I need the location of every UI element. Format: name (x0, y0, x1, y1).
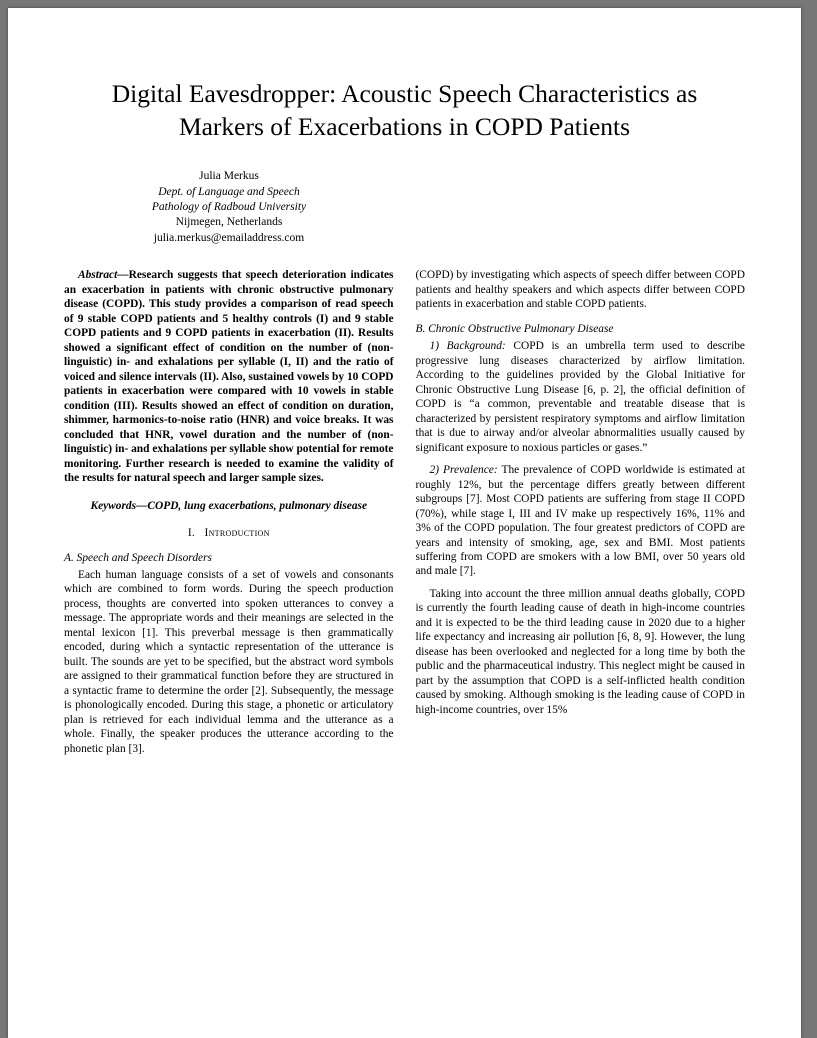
page-title: Digital Eavesdropper: Acoustic Speech Characteristics as Markers of Exacerbations in COPD Patients (111, 79, 698, 141)
paragraph-b-2 (416, 463, 746, 579)
author-affiliation-line1: Dept. of Language and Speech (158, 185, 300, 198)
section-title: Introduction (204, 527, 270, 540)
paragraph-b-2-lead: 2) Prevalence: (429, 464, 498, 477)
abstract-text: Research suggests that speech deterioration indicates an exacerbation in patients with chronic obstructive pulmonary disease (COPD). This study provides a comparison of read speech of 9 stable COPD patients and 5 healthy controls (I) and 9 stable COPD patients and 9 COPD patients in exacerbation (II). Results showed a significant effect of condition on the number of (non-linguistic) in- and exhalations per syllable (I, II) and the ratio of voiced and silence intervals (II). Also, sustained vowels by 10 COPD patients in exacerbation were compared with 10 vowels in stable condition (III). Results showed an effect of condition on duration, shimmer, harmonics-to-noise ratio (HNR) and voice breaks. It was concluded that HNR, vowel duration and the number of (non-linguistic) in- and exhalations per syllable show potential for remote monitoring. Further research is needed to examine the validity of the results for natural speech and larger sample sizes. (64, 269, 394, 485)
author-email: julia.merkus@emailaddress.com (153, 231, 305, 244)
author-affiliation-line2: Pathology of Radboud University (151, 201, 307, 214)
author-name: Julia Merkus (199, 170, 259, 183)
paragraph-b-1 (416, 339, 746, 455)
paragraph-b-2-text: The prevalence of COPD worldwide is estimated at roughly 12%, but the percentage differs greatly between different subgroups [7]. Most COPD patients are suffering from stage II COPD (70%), while stage I, III and IV make up respectively 16%, 11% and 3% of the COPD population. The four greatest predictors of COPD are years and intensity of smoking, age, sex and BMI. Most patients suffering from COPD are smokers with a low BMI, over 50 years old and male [7]. (415, 464, 745, 578)
paragraph-b-1-text: COPD is an umbrella term used to describe progressive lung diseases characterized by airflow limitation. According to the guidelines provided by the Global Initiative for Chronic Obstructive Lung Disease [6, p. 2], the official definition of COPD is “a common, preventable and treatable disease that is characterized by persistent respiratory symptoms and airflow limitation that is due to airway and/or alveolar abnormalities usually caused by significant exposure to noxious particles or gases.” (415, 340, 745, 454)
left-column (64, 268, 394, 756)
subsection-heading-a: A. Speech and Speech Disorders (64, 551, 212, 564)
two-column-body (64, 268, 745, 756)
section-number: I. (187, 527, 196, 540)
keywords-line: Keywords—COPD, lung exacerbations, pulmonary disease (90, 499, 368, 512)
paragraph-a-1: Each human language consists of a set of vowels and consonants which are combined to form words. During the speech production process, thoughts are converted into spoken utterances to convey a message. The appropriate words and their meanings are selected in the mental lexicon [1]. This preverbal message is then grammatically encoded, during which a syntactic representation of the utterance is built. The sounds are yet to be specified, but the abstract word symbols are assigned to their grammatical function before they are structured in a syntactic frame to determine the order [2]. Subsequently, the message is phonologically encoded. During this stage, a phonetic or articulatory plan is retrieved for each individual lemma and the utterance as a whole. Finally, the speaker produces the utterance according to the phonetic plan [3]. (64, 569, 394, 755)
right-column (416, 268, 746, 756)
paragraph-b-3: Taking into account the three million annual deaths globally, COPD is currently the fourth leading cause of death in high-income countries and it is expected to be the third leading cause in 2020 due to a higher life expectancy and increasing air pollution [6, 8, 9]. However, the lung disease has been overlooked and neglected for a long time by both the public and the pharmaceutical industry. This neglect might be caused in part by the assumption that COPD is a self-inflicted health condition caused by smoking. Although smoking is the leading cause of COPD in high-income countries, over 15% (415, 587, 745, 716)
subsection-heading-b: B. Chronic Obstructive Pulmonary Disease (415, 322, 614, 335)
paragraph-right-continuation: (COPD) by investigating which aspects of speech differ between COPD patients and healthy speakers and which aspects differ between COPD patients in exacerbation and stable COPD patients. (415, 269, 745, 311)
abstract-lead: Abstract— (78, 269, 129, 282)
abstract-paragraph (64, 268, 394, 485)
author-location: Nijmegen, Netherlands (175, 216, 283, 229)
paragraph-b-1-lead: 1) Background: (429, 340, 506, 353)
paper-page (8, 8, 801, 1038)
section-heading-introduction (64, 526, 394, 540)
author-block (64, 169, 394, 246)
